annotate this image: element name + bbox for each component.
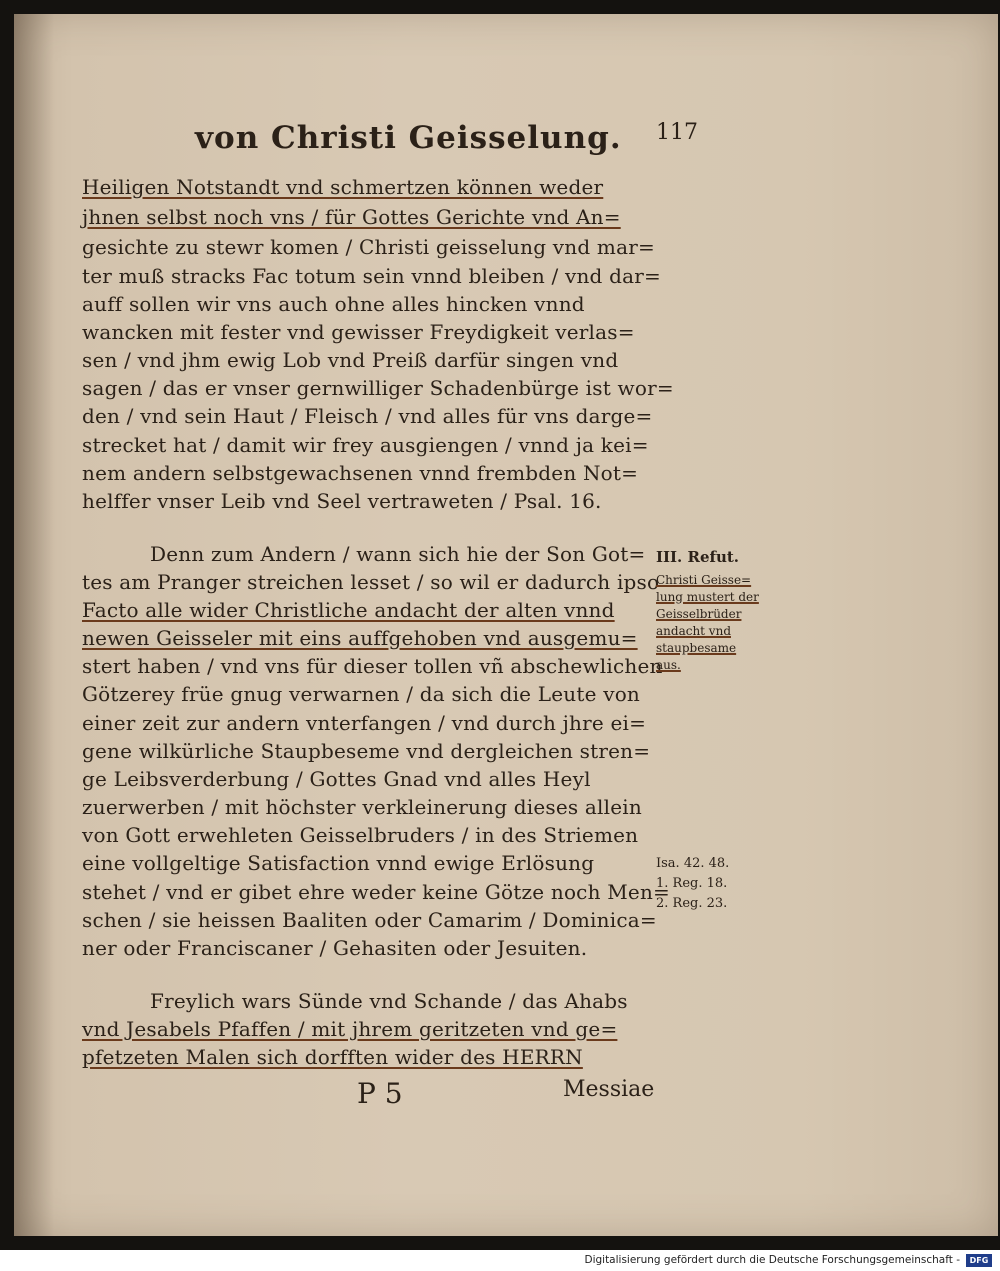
body-line: Denn zum Andern / wann sich hie der Son Got= xyxy=(150,542,646,566)
body-line: vnd Jesabels Pfaffen / mit jhrem geritzeten vnd ge= xyxy=(82,1017,618,1041)
body-line: den / vnd sein Haut / Fleisch / vnd alles für vns darge= xyxy=(82,404,653,428)
funding-credit: Digitalisierung gefördert durch die Deutsche Forschungsgemeinschaft - xyxy=(584,1254,960,1266)
body-line: ner oder Franciscaner / Gehasiten oder Jesuiten. xyxy=(82,936,588,960)
body-line: gesichte zu stewr komen / Christi geisselung vnd mar= xyxy=(82,235,655,259)
body-line: ge Leibsverderbung / Gottes Gnad vnd alles Heyl xyxy=(82,767,591,791)
body-line: Freylich wars Sünde vnd Schande / das Ahabs xyxy=(150,989,628,1013)
body-line: von Gott erwehleten Geisselbruders / in des Striemen xyxy=(82,823,639,847)
margin-note-line: aus. xyxy=(656,658,681,672)
catchword: Messiae xyxy=(563,1077,655,1102)
body-line: gene wilkürliche Staupbeseme vnd dergleichen stren= xyxy=(82,739,651,763)
body-line: Götzerey früe gnug verwarnen / da sich die Leute von xyxy=(82,682,641,706)
page-gutter-shadow xyxy=(14,14,54,1236)
body-line: nem andern selbstgewachsenen vnnd frembden Not= xyxy=(82,461,639,485)
margin-note-line: Geisselbrüder xyxy=(656,607,742,621)
body-line: zuerwerben / mit höchster verkleinerung dieses allein xyxy=(82,795,642,819)
body-line: strecket hat / damit wir frey ausgiengen / vnnd ja kei= xyxy=(82,433,649,457)
margin-note-line: staupbesame xyxy=(656,641,737,655)
body-line: wancken mit fester vnd gewisser Freydigkeit verlas= xyxy=(82,320,635,344)
margin-note-heading: III. Refut. xyxy=(656,548,740,566)
body-line: schen / sie heissen Baaliten oder Camarim / Dominica= xyxy=(82,908,657,932)
signature-mark: P 5 xyxy=(357,1077,403,1110)
body-line: Facto alle wider Christliche andacht der alten vnnd xyxy=(82,598,615,622)
margin-note-line: lung mustert der xyxy=(656,590,759,604)
margin-note-line: andacht vnd xyxy=(656,624,731,638)
dfg-logo-icon: DFG xyxy=(966,1254,992,1267)
margin-note-line: Christi Geisse= xyxy=(656,573,752,587)
body-line: pfetzeten Malen sich dorfften wider des HERRN xyxy=(82,1045,583,1069)
body-line: Heiligen Notstandt vnd schmertzen können weder xyxy=(82,175,604,199)
body-line: sen / vnd jhm ewig Lob vnd Preiß darfür singen vnd xyxy=(82,348,619,372)
body-line: sagen / das er vnser gernwilliger Schadenbürge ist wor= xyxy=(82,376,674,400)
body-line: tes am Pranger streichen lesset / so wil er dadurch ipso xyxy=(82,570,660,594)
body-line: stehet / vnd er gibet ehre weder keine Götze noch Men= xyxy=(82,880,670,904)
body-line: stert haben / vnd vns für dieser tollen vñ abschewlichen xyxy=(82,654,663,678)
body-line: helffer vnser Leib vnd Seel vertraweten / Psal. 16. xyxy=(82,489,602,513)
body-line: newen Geisseler mit eins auffgehoben vnd ausgemu= xyxy=(82,626,638,650)
body-line: jhnen selbst noch vns / für Gottes Gerichte vnd An= xyxy=(82,205,621,229)
margin-reference: 1. Reg. 18. xyxy=(656,876,728,891)
body-line: ter muß stracks Fac totum sein vnnd bleiben / vnd dar= xyxy=(82,264,661,288)
page-number: 117 xyxy=(656,120,698,145)
margin-reference: 2. Reg. 23. xyxy=(656,896,728,911)
body-line: einer zeit zur andern vnterfangen / vnd durch jhre ei= xyxy=(82,711,647,735)
running-head: von Christi Geisselung. xyxy=(195,120,622,156)
body-line: eine vollgeltige Satisfaction vnnd ewige Erlösung xyxy=(82,851,595,875)
margin-reference: Isa. 42. 48. xyxy=(656,856,730,871)
body-line: auff sollen wir vns auch ohne alles hincken vnnd xyxy=(82,292,585,316)
